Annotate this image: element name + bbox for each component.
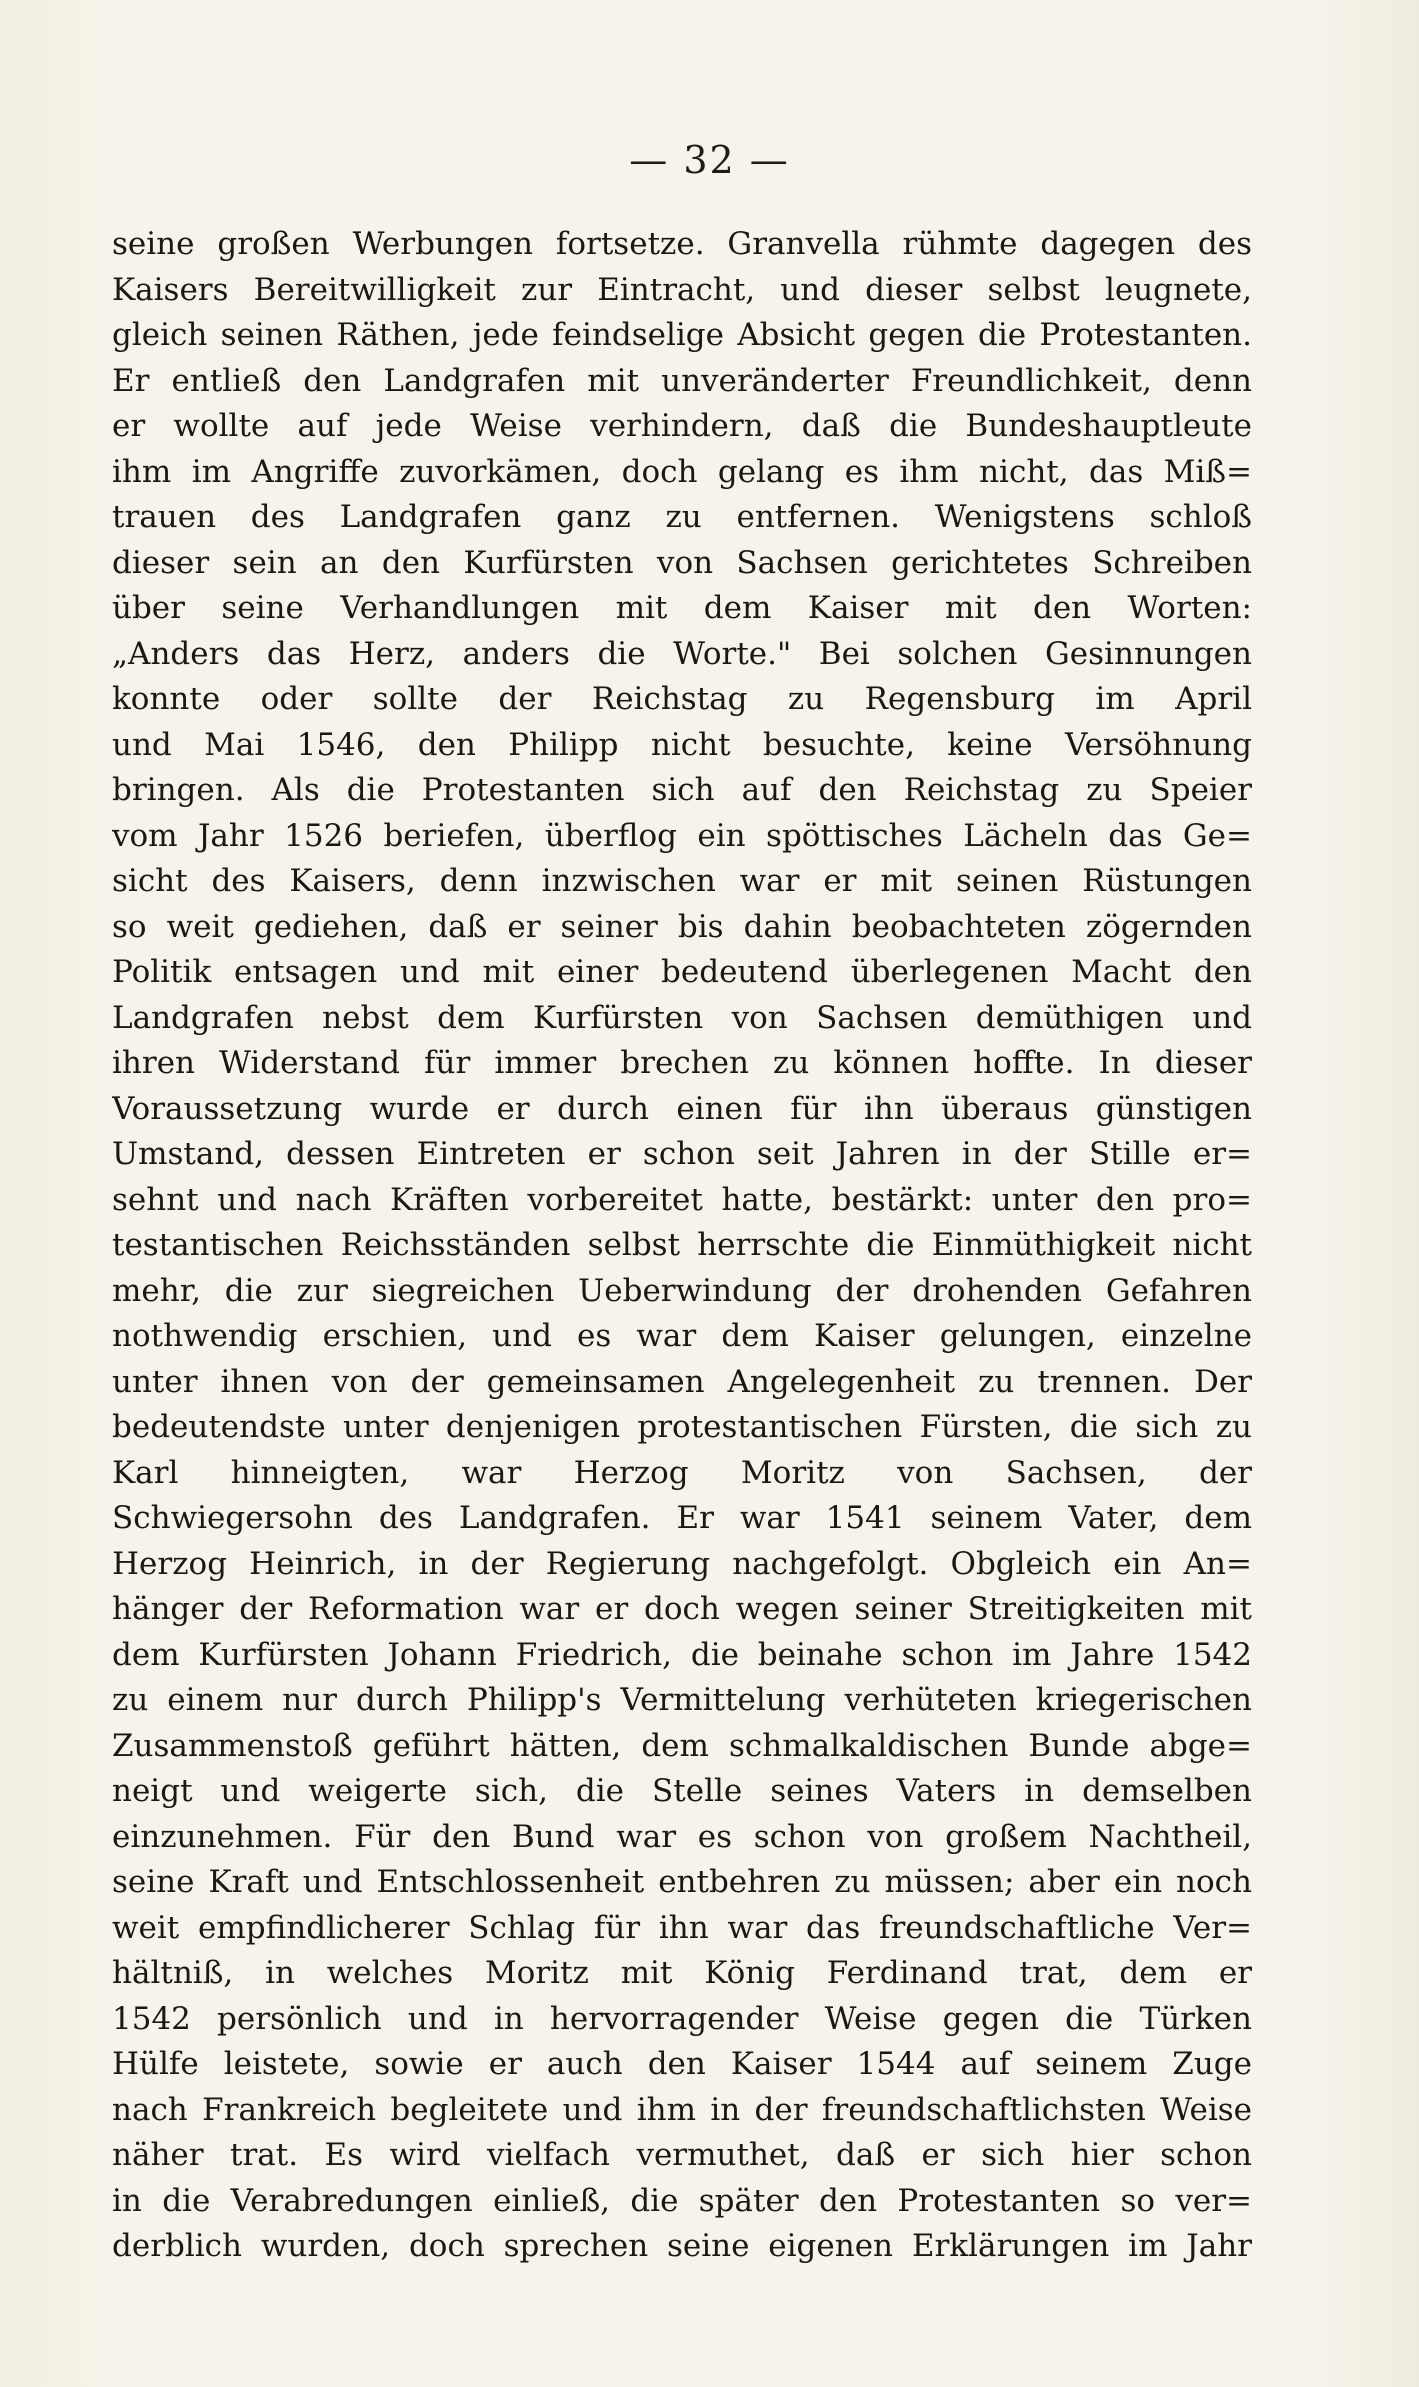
text-line: näher trat. Es wird vielfach vermuthet, daß er sich hier schon xyxy=(112,2137,1252,2173)
text-line: weit empfindlicherer Schlag für ihn war das freundschaftliche Ver= xyxy=(112,1909,1252,1946)
text-line: konnte oder sollte der Reichstag zu Regensburg im April xyxy=(112,681,1252,717)
body-text xyxy=(112,222,1252,2270)
text-line: in die Verabredungen einließ, die später den Protestanten so ver= xyxy=(112,2182,1252,2219)
text-line: hänger der Reformation war er doch wegen seiner Streitigkeiten mit xyxy=(112,1591,1252,1627)
text-line: Karl hinneigten, war Herzog Moritz von Sachsen, der xyxy=(112,1454,1252,1491)
text-line: vom Jahr 1526 beriefen, überflog ein spöttisches Lächeln das Ge= xyxy=(112,817,1252,854)
text-line: Er entließ den Landgrafen mit unveränderter Freundlichkeit, denn xyxy=(112,362,1252,399)
text-line: 1542 persönlich und in hervorragender Weise gegen die Türken xyxy=(112,2000,1252,2037)
text-line: Politik entsagen und mit einer bedeutend überlegenen Macht den xyxy=(112,954,1252,990)
text-line: trauen des Landgrafen ganz zu entfernen. Wenigstens schloß xyxy=(112,499,1252,535)
text-line: seine großen Werbungen fortsetze. Granvella rühmte dagegen des xyxy=(112,226,1252,262)
text-line: sicht des Kaisers, denn inzwischen war er mit seinen Rüstungen xyxy=(112,863,1252,899)
text-line: und Mai 1546, den Philipp nicht besuchte, keine Versöhnung xyxy=(112,726,1252,763)
text-line: hältniß, in welches Moritz mit König Ferdinand trat, dem er xyxy=(112,1955,1252,1991)
page-number: — 32 — xyxy=(629,138,790,182)
text-line: unter ihnen von der gemeinsamen Angelegenheit zu trennen. Der xyxy=(112,1363,1252,1400)
text-line: testantischen Reichsständen selbst herrschte die Einmüthigkeit nicht xyxy=(112,1227,1252,1263)
text-line: Herzog Heinrich, in der Regierung nachgefolgt. Obgleich ein An= xyxy=(112,1545,1252,1582)
text-line: Hülfe leistete, sowie er auch den Kaiser 1544 auf seinem Zuge xyxy=(112,2046,1252,2082)
text-line: über seine Verhandlungen mit dem Kaiser mit den Worten: xyxy=(112,590,1252,626)
text-line: dem Kurfürsten Johann Friedrich, die beinahe schon im Jahre 1542 xyxy=(112,1636,1252,1673)
text-line: seine Kraft und Entschlossenheit entbehren zu müssen; aber ein noch xyxy=(112,1864,1252,1900)
text-line: gleich seinen Räthen, jede feindselige Absicht gegen die Protestanten. xyxy=(112,317,1252,353)
text-line: sehnt und nach Kräften vorbereitet hatte, bestärkt: unter den pro= xyxy=(112,1181,1252,1218)
text-line: neigt und weigerte sich, die Stelle seines Vaters in demselben xyxy=(112,1773,1252,1809)
text-line: dieser sein an den Kurfürsten von Sachsen gerichtetes Schreiben xyxy=(112,544,1252,581)
text-line: ihm im Angriffe zuvorkämen, doch gelang es ihm nicht, das Miß= xyxy=(112,453,1252,490)
text-line: Zusammenstoß geführt hätten, dem schmalkaldischen Bunde abge= xyxy=(112,1727,1252,1764)
text-line: bedeutendste unter denjenigen protestantischen Fürsten, die sich zu xyxy=(112,1409,1252,1445)
text-line: zu einem nur durch Philipp's Vermittelung verhüteten kriegerischen xyxy=(112,1682,1252,1718)
text-line: bringen. Als die Protestanten sich auf den Reichstag zu Speier xyxy=(112,772,1252,808)
text-line: nach Frankreich begleitete und ihm in der freundschaftlichsten Weise xyxy=(112,2091,1252,2128)
text-line: nothwendig erschien, und es war dem Kaiser gelungen, einzelne xyxy=(112,1318,1252,1354)
text-line: Landgrafen nebst dem Kurfürsten von Sachsen demüthigen und xyxy=(112,999,1252,1036)
text-line: einzunehmen. Für den Bund war es schon von großem Nachtheil, xyxy=(112,1818,1252,1855)
text-line: so weit gediehen, daß er seiner bis dahin beobachteten zögernden xyxy=(112,908,1252,945)
text-line: er wollte auf jede Weise verhindern, daß die Bundeshauptleute xyxy=(112,408,1252,444)
text-line: derblich wurden, doch sprechen seine eigenen Erklärungen im Jahr xyxy=(112,2228,1252,2264)
text-line: Umstand, dessen Eintreten er schon seit Jahren in der Stille er= xyxy=(112,1136,1252,1172)
text-line: ihren Widerstand für immer brechen zu können hoffte. In dieser xyxy=(112,1045,1252,1081)
text-line: mehr, die zur siegreichen Ueberwindung der drohenden Gefahren xyxy=(112,1272,1252,1309)
text-line: Schwiegersohn des Landgrafen. Er war 1541 seinem Vater, dem xyxy=(112,1500,1252,1536)
text-line: „Anders das Herz, anders die Worte." Bei solchen Gesinnungen xyxy=(112,635,1252,672)
text-line: Kaisers Bereitwilligkeit zur Eintracht, und dieser selbst leugnete, xyxy=(112,271,1252,308)
text-line: Voraussetzung wurde er durch einen für ihn überaus günstigen xyxy=(112,1090,1252,1127)
